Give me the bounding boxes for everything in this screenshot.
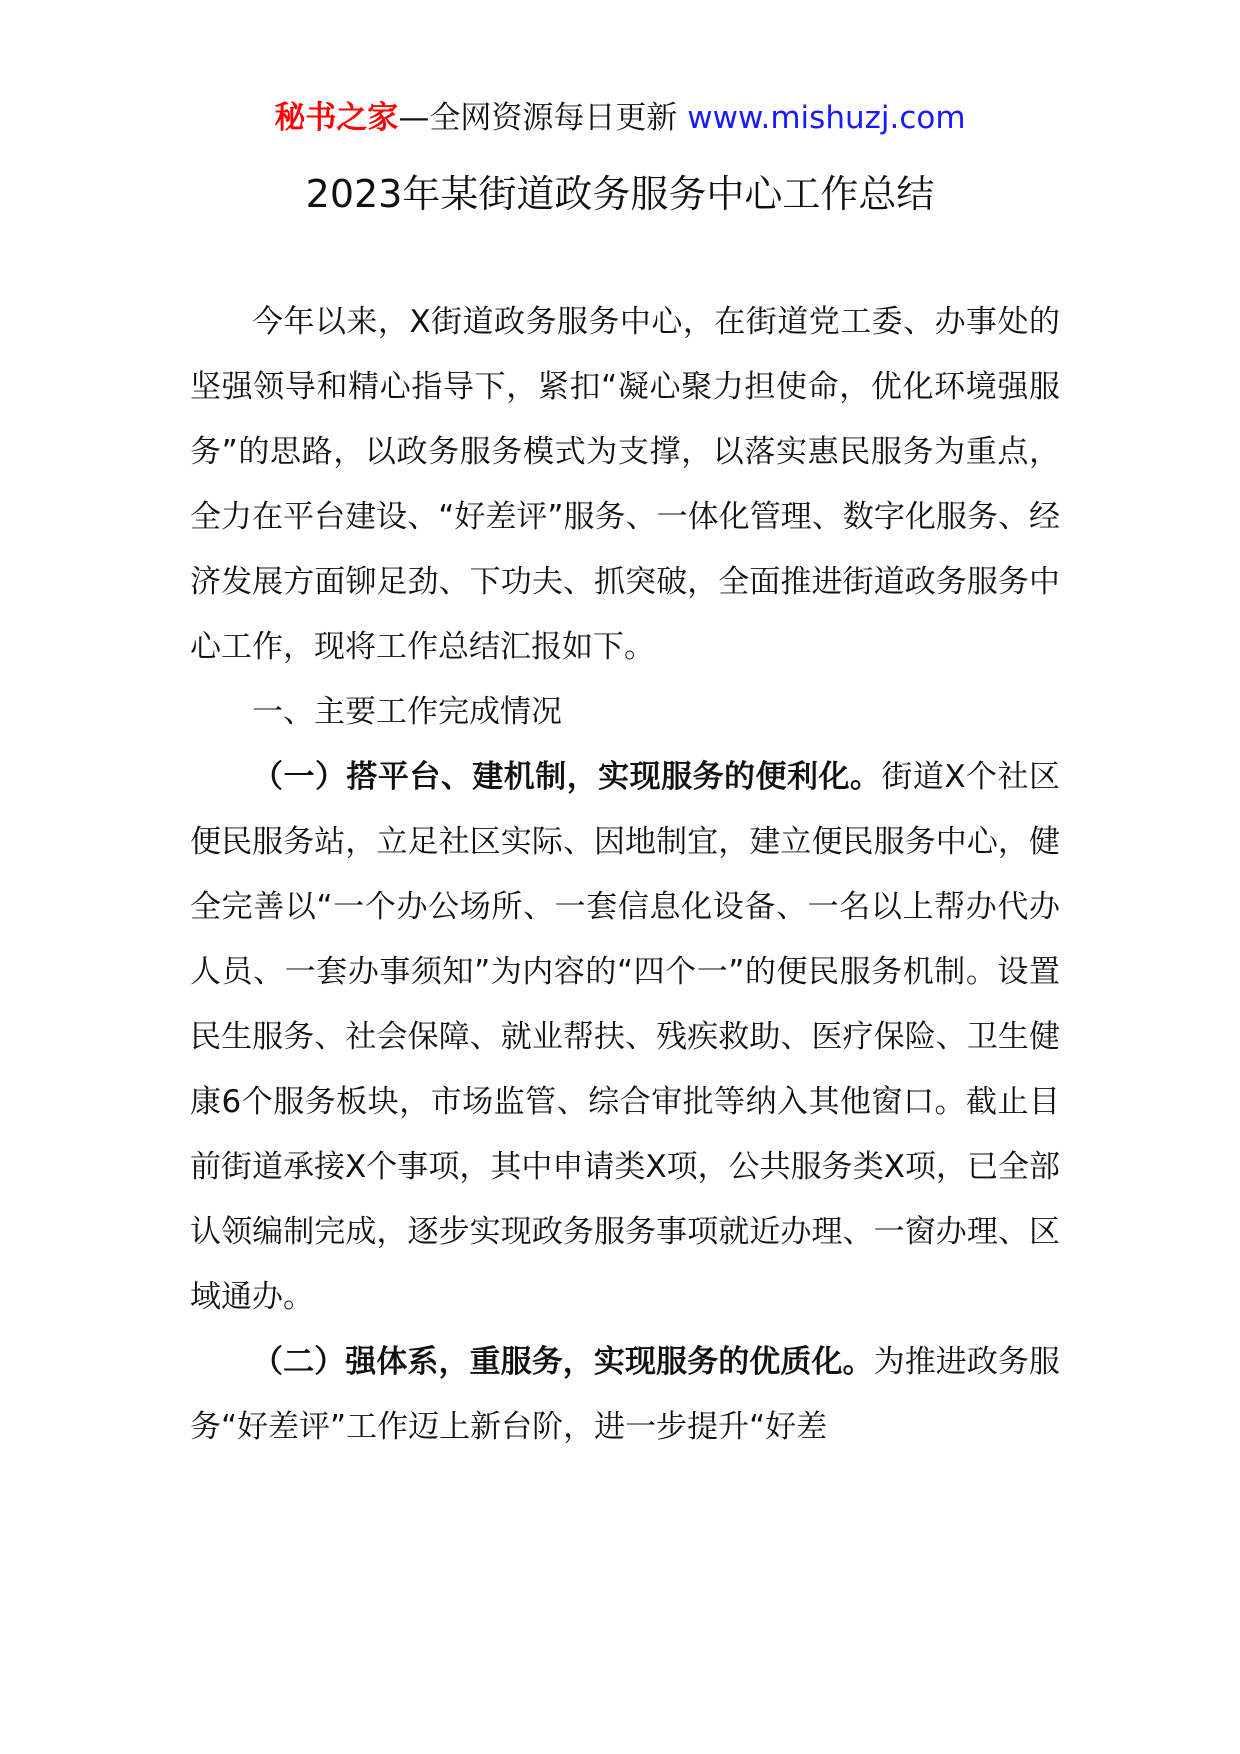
brand-name: 秘书之家 [274,100,399,136]
document-title: 2023年某街道政务服务中心工作总结 [305,172,935,216]
header-tagline: —全网资源每日更新 [398,100,678,136]
subsection-1-paragraph [190,745,1060,1330]
document-body [190,290,1060,1460]
subsection-1-body: 街道X个社区便民服务站，立足社区实际、因地制宜，建立便民服务中心，健全完善以“一个办公场所、一套信息化设备、一名以上帮办代办人员、一套办事须知”为内容的“四个一”的便民服务机制。设置民生服务、社会保障、就业帮扶、残疾救助、医疗保险、卫生健康6个服务板块，市场监管、综合审批等纳入其他窗口。截止目前街道承接X个事项，其中申请类X项，公共服务类X项，已全部认领编制完成，逐步实现政务服务事项就近办理、一窗办理、区域通办。 [190,759,1060,1315]
subsection-2-title: （二）强体系，重服务，实现服务的优质化。 [252,1344,874,1380]
site-url-link[interactable]: www.mishuzj.com [687,100,966,136]
site-header [0,98,1240,138]
subsection-2-paragraph [190,1330,1060,1460]
subsection-2-body: 为推进政务服务“好差评”工作迈上新台阶，进一步提升“好差 [190,1344,1061,1445]
subsection-1-title: （一）搭平台、建机制，实现服务的便利化。 [252,759,882,795]
section-heading: 一、主要工作完成情况 [252,694,562,730]
intro-paragraph: 今年以来，X街道政务服务中心，在街道党工委、办事处的坚强领导和精心指导下，紧扣“凝心聚力担使命，优化环境强服务”的思路，以政务服务模式为支撑，以落实惠民服务为重点，全力在平台建设、“好差评”服务、一体化管理、数字化服务、经济发展方面铆足劲、下功夫、抓突破，全面推进街道政务服务中心工作，现将工作总结汇报如下。 [190,304,1060,665]
